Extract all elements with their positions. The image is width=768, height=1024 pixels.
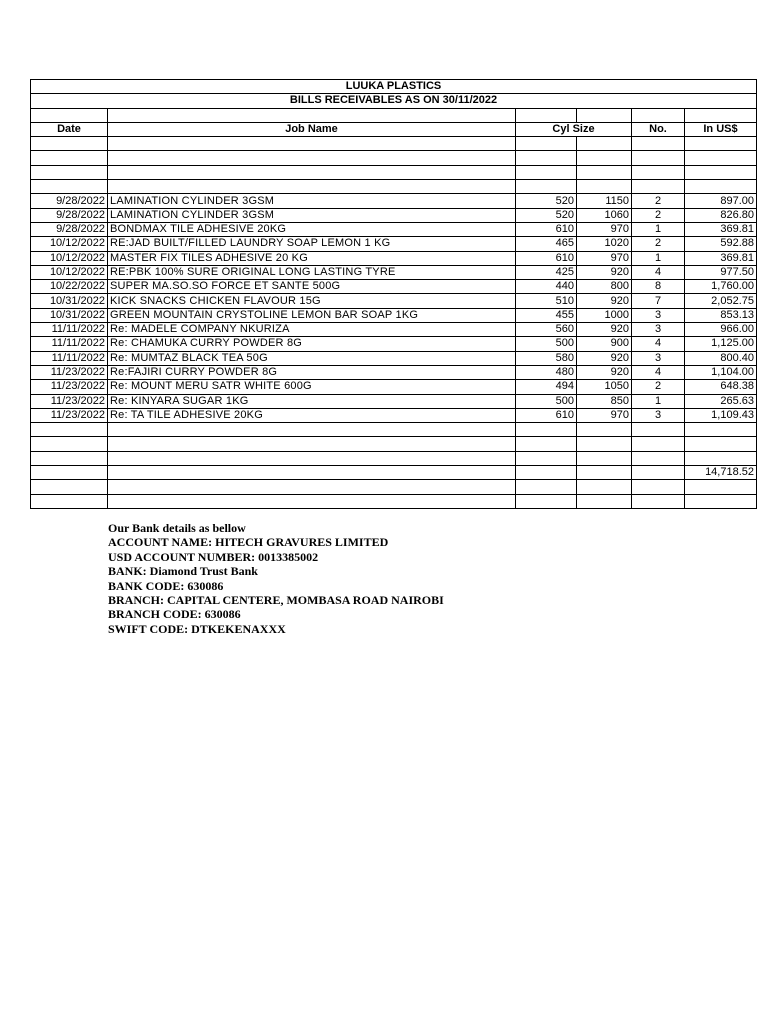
row-job-name: SUPER MA.SO.SO FORCE ET SANTE 500G	[108, 280, 516, 294]
table-row	[31, 365, 757, 379]
row-cyl-circumference: 920	[577, 351, 632, 365]
row-job-name: KICK SNACKS CHICKEN FLAVOUR 15G	[108, 294, 516, 308]
row-job-name: Re: KINYARA SUGAR 1KG	[108, 394, 516, 408]
table-row	[31, 323, 757, 337]
table-row	[31, 308, 757, 322]
row-job-name: RE:JAD BUILT/FILLED LAUNDRY SOAP LEMON 1 KG	[108, 237, 516, 251]
col-no-header: No.	[632, 122, 685, 136]
row-date: 11/11/2022	[31, 337, 108, 351]
row-amount: 800.40	[685, 351, 757, 365]
row-amount: 966.00	[685, 323, 757, 337]
table-row	[31, 222, 757, 236]
row-cyl-circumference: 800	[577, 280, 632, 294]
row-date: 9/28/2022	[31, 222, 108, 236]
blank-row	[31, 151, 757, 165]
row-cyl-circumference: 920	[577, 294, 632, 308]
row-cyl-circumference: 1020	[577, 237, 632, 251]
blank-row	[31, 437, 757, 451]
total-amount: 14,718.52	[685, 466, 757, 480]
blank-row	[31, 180, 757, 194]
row-cyl-width: 480	[516, 365, 577, 379]
table-row	[31, 237, 757, 251]
row-cyl-width: 510	[516, 294, 577, 308]
row-date: 10/12/2022	[31, 265, 108, 279]
row-date: 10/12/2022	[31, 237, 108, 251]
row-job-name: LAMINATION CYLINDER 3GSM	[108, 194, 516, 208]
row-quantity: 2	[632, 194, 685, 208]
row-date: 9/28/2022	[31, 208, 108, 222]
row-amount: 265.63	[685, 394, 757, 408]
row-cyl-width: 500	[516, 337, 577, 351]
col-amount-header: In US$	[685, 122, 757, 136]
row-date: 11/23/2022	[31, 408, 108, 422]
row-cyl-circumference: 1050	[577, 380, 632, 394]
row-date: 11/11/2022	[31, 323, 108, 337]
blank-row	[31, 137, 757, 151]
total-blank-cell	[577, 466, 632, 480]
row-amount: 1,760.00	[685, 280, 757, 294]
total-row	[31, 466, 757, 480]
row-cyl-width: 500	[516, 394, 577, 408]
row-amount: 648.38	[685, 380, 757, 394]
row-date: 10/12/2022	[31, 251, 108, 265]
bills-receivable-table	[30, 79, 757, 509]
title-row	[31, 80, 757, 94]
row-quantity: 1	[632, 222, 685, 236]
bank-code: BANK CODE: 630086	[108, 578, 224, 593]
row-quantity: 1	[632, 251, 685, 265]
row-cyl-circumference: 1000	[577, 308, 632, 322]
row-job-name: Re: MADELE COMPANY NKURIZA	[108, 323, 516, 337]
row-cyl-circumference: 970	[577, 408, 632, 422]
blank-row	[31, 480, 757, 494]
row-cyl-circumference: 970	[577, 251, 632, 265]
row-cyl-width: 520	[516, 208, 577, 222]
table-row	[31, 351, 757, 365]
bank-branch: BRANCH: CAPITAL CENTERE, MOMBASA ROAD NAIROBI	[108, 593, 444, 608]
row-cyl-circumference: 970	[577, 222, 632, 236]
row-cyl-circumference: 1060	[577, 208, 632, 222]
row-amount: 897.00	[685, 194, 757, 208]
row-amount: 1,109.43	[685, 408, 757, 422]
row-amount: 369.81	[685, 222, 757, 236]
column-header-row	[31, 122, 757, 136]
row-date: 9/28/2022	[31, 194, 108, 208]
row-amount: 853.13	[685, 308, 757, 322]
total-blank-cell	[31, 466, 108, 480]
row-amount: 826.80	[685, 208, 757, 222]
row-cyl-width: 465	[516, 237, 577, 251]
col-job-header: Job Name	[108, 122, 516, 136]
bank-account-name: ACCOUNT NAME: HITECH GRAVURES LIMITED	[108, 535, 389, 550]
spacer-row	[31, 108, 757, 122]
table-row	[31, 337, 757, 351]
subtitle-row	[31, 94, 757, 108]
table-row	[31, 280, 757, 294]
table-row	[31, 208, 757, 222]
row-cyl-width: 520	[516, 194, 577, 208]
row-date: 11/11/2022	[31, 351, 108, 365]
table-row	[31, 194, 757, 208]
row-job-name: RE:PBK 100% SURE ORIGINAL LONG LASTING TYRE	[108, 265, 516, 279]
row-amount: 369.81	[685, 251, 757, 265]
row-cyl-circumference: 920	[577, 365, 632, 379]
row-amount: 592.88	[685, 237, 757, 251]
row-cyl-width: 610	[516, 408, 577, 422]
row-cyl-width: 425	[516, 265, 577, 279]
row-cyl-width: 580	[516, 351, 577, 365]
row-cyl-circumference: 850	[577, 394, 632, 408]
row-cyl-circumference: 920	[577, 265, 632, 279]
blank-row	[31, 451, 757, 465]
row-cyl-circumference: 920	[577, 323, 632, 337]
blank-row	[31, 165, 757, 179]
row-quantity: 3	[632, 308, 685, 322]
row-cyl-width: 455	[516, 308, 577, 322]
total-blank-cell	[516, 466, 577, 480]
row-quantity: 2	[632, 380, 685, 394]
row-cyl-width: 560	[516, 323, 577, 337]
row-job-name: Re: MUMTAZ BLACK TEA 50G	[108, 351, 516, 365]
row-quantity: 2	[632, 208, 685, 222]
blank-row	[31, 423, 757, 437]
row-date: 11/23/2022	[31, 365, 108, 379]
table-row	[31, 394, 757, 408]
row-job-name: LAMINATION CYLINDER 3GSM	[108, 208, 516, 222]
row-quantity: 3	[632, 351, 685, 365]
row-amount: 977.50	[685, 265, 757, 279]
bank-swift-code: SWIFT CODE: DTKEKENAXXX	[108, 621, 286, 636]
row-job-name: Re: CHAMUKA CURRY POWDER 8G	[108, 337, 516, 351]
row-quantity: 4	[632, 265, 685, 279]
table-row	[31, 265, 757, 279]
row-cyl-width: 494	[516, 380, 577, 394]
row-amount: 1,125.00	[685, 337, 757, 351]
company-name: LUUKA PLASTICS	[31, 80, 757, 94]
row-date: 10/31/2022	[31, 294, 108, 308]
row-quantity: 3	[632, 408, 685, 422]
table-row	[31, 294, 757, 308]
row-date: 10/22/2022	[31, 280, 108, 294]
row-cyl-width: 610	[516, 222, 577, 236]
row-quantity: 3	[632, 323, 685, 337]
col-cyl-header: Cyl Size	[516, 122, 632, 136]
bank-details	[108, 521, 444, 636]
report-subtitle: BILLS RECEIVABLES AS ON 30/11/2022	[31, 94, 757, 108]
table-row	[31, 380, 757, 394]
row-amount: 1,104.00	[685, 365, 757, 379]
row-quantity: 4	[632, 337, 685, 351]
row-quantity: 2	[632, 237, 685, 251]
row-quantity: 7	[632, 294, 685, 308]
row-date: 10/31/2022	[31, 308, 108, 322]
row-date: 11/23/2022	[31, 380, 108, 394]
bank-intro: Our Bank details as bellow	[108, 521, 246, 535]
row-quantity: 8	[632, 280, 685, 294]
blank-row	[31, 494, 757, 508]
row-job-name: MASTER FIX TILES ADHESIVE 20 KG	[108, 251, 516, 265]
row-cyl-circumference: 1150	[577, 194, 632, 208]
row-date: 11/23/2022	[31, 394, 108, 408]
row-job-name: Re: TA TILE ADHESIVE 20KG	[108, 408, 516, 422]
row-quantity: 1	[632, 394, 685, 408]
row-job-name: GREEN MOUNTAIN CRYSTOLINE LEMON BAR SOAP 1KG	[108, 308, 516, 322]
row-amount: 2,052.75	[685, 294, 757, 308]
row-job-name: Re:FAJIRI CURRY POWDER 8G	[108, 365, 516, 379]
row-job-name: BONDMAX TILE ADHESIVE 20KG	[108, 222, 516, 236]
table-row	[31, 251, 757, 265]
total-blank-cell	[632, 466, 685, 480]
row-job-name: Re: MOUNT MERU SATR WHITE 600G	[108, 380, 516, 394]
table-row	[31, 408, 757, 422]
row-cyl-width: 610	[516, 251, 577, 265]
row-cyl-circumference: 900	[577, 337, 632, 351]
bank-name: BANK: Diamond Trust Bank	[108, 564, 258, 579]
row-quantity: 4	[632, 365, 685, 379]
row-cyl-width: 440	[516, 280, 577, 294]
bank-branch-code: BRANCH CODE: 630086	[108, 607, 241, 622]
col-date-header: Date	[31, 122, 108, 136]
bank-account-number: USD ACCOUNT NUMBER: 0013385002	[108, 549, 319, 564]
total-blank-cell	[108, 466, 516, 480]
